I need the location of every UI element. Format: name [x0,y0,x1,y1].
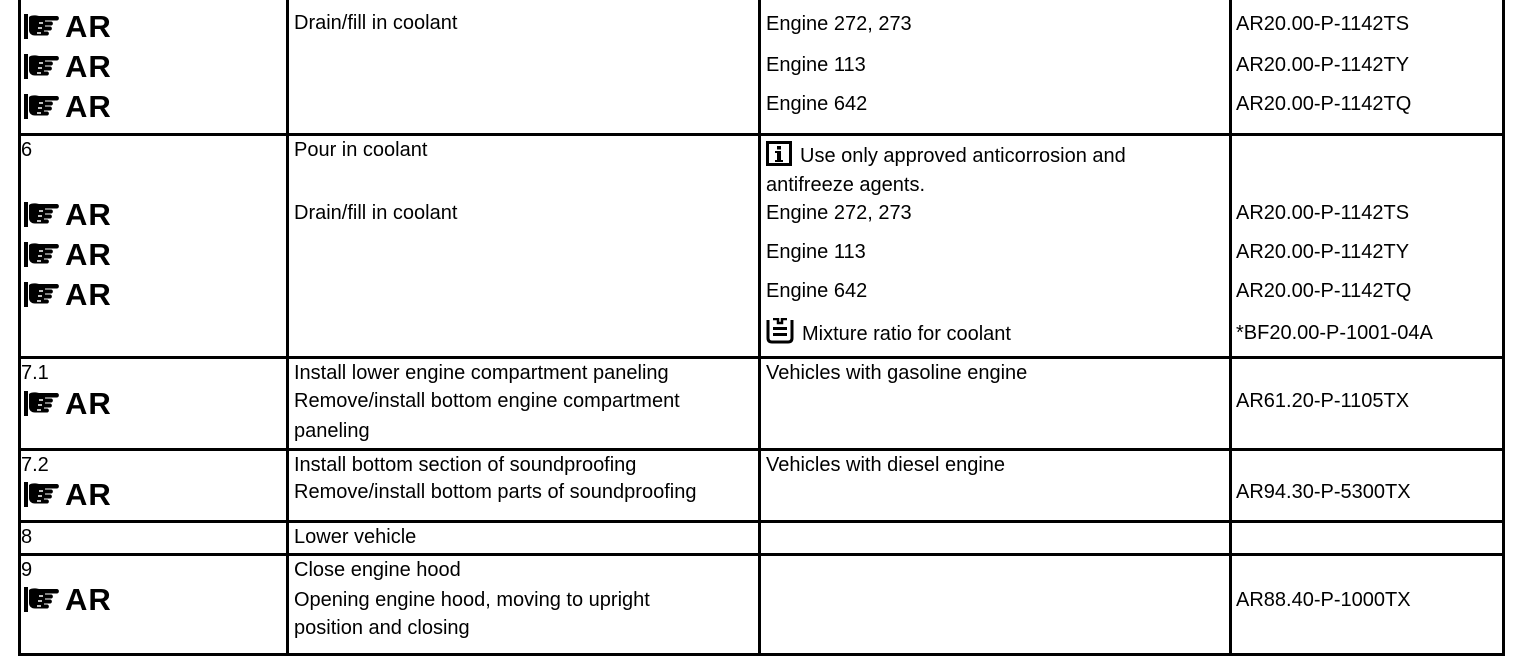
ar-link[interactable] [21,90,112,124]
hand-pointer-icon [21,92,61,122]
hand-pointer-icon [21,280,61,310]
note-text: Vehicles with diesel engine [766,453,1006,476]
reference-link[interactable]: AR94.30-P-5300TX [1236,480,1411,503]
note-text: Mixture ratio for coolant [766,318,1011,348]
reference-link[interactable]: AR20.00-P-1142TS [1236,13,1410,35]
ar-link[interactable] [21,478,112,512]
note-text: Engine 113 [766,54,866,76]
hand-pointer-icon [21,585,61,615]
ar-link[interactable] [21,10,112,44]
step-cell [20,449,288,521]
reference-link[interactable]: AR61.20-P-1105TX [1236,389,1410,412]
operation-text: Pour in coolant [294,138,428,161]
operation-text: position and closing [294,616,470,639]
hand-pointer-icon [21,389,61,419]
ar-label: AR [65,581,112,617]
reference-link[interactable]: *BF20.00-P-1001-04A [1236,321,1433,344]
step-number: 8 [21,525,33,548]
operation-text: paneling [294,419,370,442]
table-row [20,554,1504,654]
reference-link[interactable]: AR88.40-P-1000TX [1236,588,1411,611]
operation-cell [288,449,760,521]
note-text: Engine 642 [766,93,868,115]
ar-label: AR [65,385,112,421]
note-text: Engine 642 [766,279,868,302]
step-cell [20,357,288,449]
notes-cell [760,554,1231,654]
table-row [20,449,1504,521]
ar-label: AR [65,196,112,232]
reference-cell [1231,357,1504,449]
reference-cell [1231,554,1504,654]
operation-text: Remove/install bottom parts of soundproofing [294,480,697,503]
note-text: Engine 272, 273 [766,13,912,35]
reference-link[interactable]: AR20.00-P-1142TQ [1236,279,1412,302]
reference-cell [1231,134,1504,357]
hand-pointer-icon [21,52,61,82]
ar-label: AR [65,236,112,272]
notes-cell [760,449,1231,521]
note-text: Use only approved anticorrosion and [766,141,1126,170]
ar-link[interactable] [21,278,112,312]
operation-cell [288,357,760,449]
reference-cell [1231,0,1504,134]
operation-text: Lower vehicle [294,525,417,548]
note-text: Vehicles with gasoline engine [766,361,1028,384]
ar-link[interactable] [21,50,112,84]
operation-cell [288,554,760,654]
operating-fluid-icon [766,318,794,344]
reference-cell [1231,449,1504,521]
note-text: antifreeze agents. [766,173,925,196]
note-text: Engine 272, 273 [766,201,912,224]
hand-pointer-icon [21,240,61,270]
operation-text: Opening engine hood, moving to upright [294,588,650,611]
operation-text: Drain/fill in coolant [294,12,458,34]
reference-link[interactable]: AR20.00-P-1142TY [1236,54,1410,76]
operation-text: Drain/fill in coolant [294,201,458,224]
operation-text: Close engine hood [294,558,461,581]
ar-link[interactable] [21,198,112,232]
ar-label: AR [65,476,112,512]
step-cell [20,521,288,554]
operation-text: Install bottom section of soundproofing [294,453,637,476]
ar-label: AR [65,276,112,312]
operation-cell [288,0,760,134]
reference-link[interactable]: AR20.00-P-1142TQ [1236,93,1412,115]
operation-cell [288,521,760,554]
step-cell [20,0,288,134]
ar-label: AR [65,49,112,84]
step-number: 7.1 [21,361,49,384]
notes-cell [760,134,1231,357]
table-row [20,134,1504,357]
step-number: 6 [21,138,33,161]
ar-link[interactable] [21,387,112,421]
operation-text: Install lower engine compartment paneling [294,361,669,384]
reference-cell [1231,521,1504,554]
table-row [20,521,1504,554]
hand-pointer-icon [21,200,61,230]
ar-link[interactable] [21,238,112,272]
step-cell [20,134,288,357]
reference-link[interactable]: AR20.00-P-1142TY [1236,240,1410,263]
operation-text: Remove/install bottom engine compartment [294,389,680,412]
note-text: Engine 113 [766,240,866,263]
hand-pointer-icon [21,480,61,510]
ar-link[interactable] [21,583,112,617]
notes-cell [760,0,1231,134]
hand-pointer-icon [21,12,61,42]
table-row [20,0,1504,134]
reference-link[interactable]: AR20.00-P-1142TS [1236,201,1410,224]
operation-cell [288,134,760,357]
ar-label: AR [65,89,112,124]
info-icon [766,141,792,166]
notes-cell [760,521,1231,554]
step-cell [20,554,288,654]
ar-label: AR [65,9,112,44]
step-number: 7.2 [21,453,49,476]
procedure-table [18,0,1505,656]
notes-cell [760,357,1231,449]
table-row [20,357,1504,449]
step-number: 9 [21,558,33,581]
